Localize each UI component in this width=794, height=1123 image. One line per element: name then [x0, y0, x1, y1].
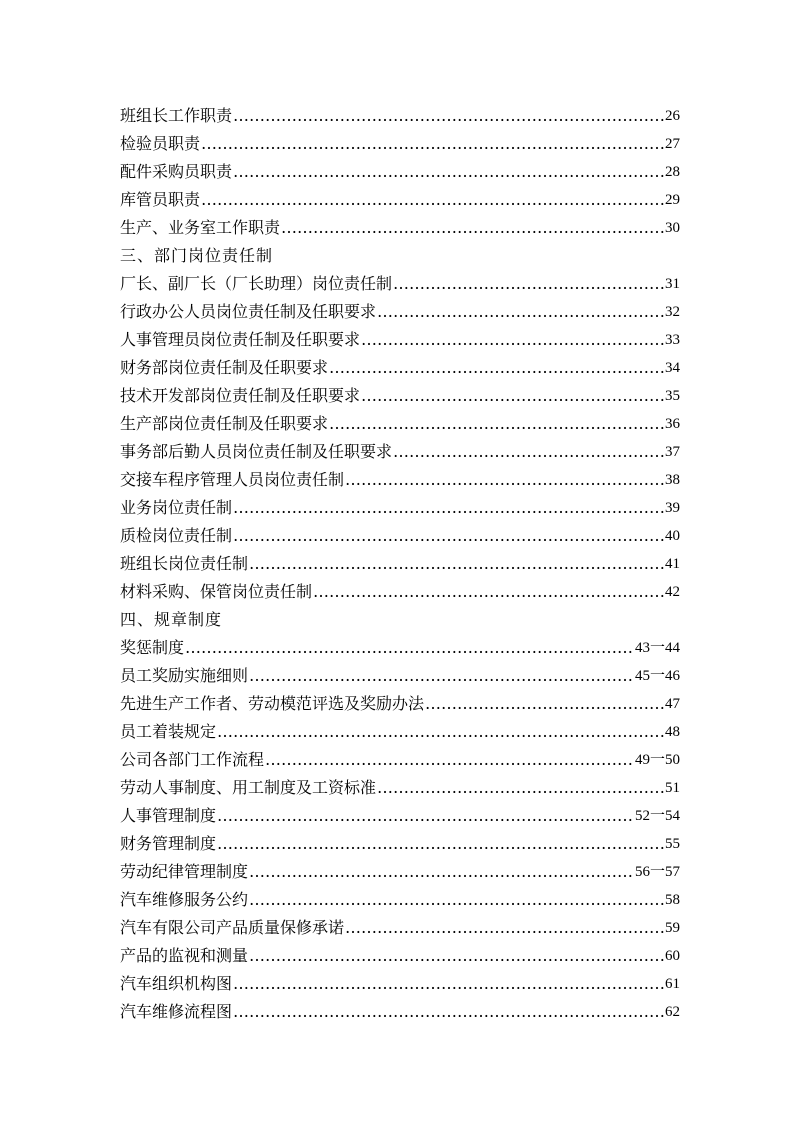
toc-entry[interactable] [120, 686, 680, 714]
toc-title: 班组长工作职责 [120, 106, 233, 125]
toc-page-number: 28 [665, 164, 680, 180]
toc-page-number: 27 [665, 136, 680, 152]
toc-leader-dots [233, 526, 664, 546]
toc-page-number: 42 [665, 584, 680, 600]
toc-leader-dots [217, 834, 664, 854]
toc-section-heading [120, 602, 680, 630]
toc-entry[interactable] [120, 322, 680, 350]
toc-page-number: 31 [665, 276, 680, 292]
toc-entry[interactable] [120, 434, 680, 462]
toc-page-number: 39 [665, 500, 680, 516]
toc-title: 劳动纪律管理制度 [120, 862, 249, 881]
toc-leader-dots [377, 778, 664, 798]
toc-leader-dots [233, 106, 664, 126]
toc-leader-dots [233, 974, 664, 994]
toc-entry[interactable] [120, 826, 680, 854]
toc-page-number: 30 [665, 220, 680, 236]
toc-title: 员工奖励实施细则 [120, 666, 249, 685]
toc-page-number: 49一50 [634, 752, 680, 768]
toc-leader-dots [217, 806, 634, 826]
toc-leader-dots [329, 358, 664, 378]
toc-page-number: 48 [665, 724, 680, 740]
toc-title: 业务岗位责任制 [120, 498, 233, 517]
toc-leader-dots [185, 638, 634, 658]
toc-title: 劳动人事制度、用工制度及工资标准 [120, 778, 377, 797]
toc-leader-dots [249, 554, 664, 574]
toc-title: 配件采购员职责 [120, 162, 233, 181]
toc-title: 生产部岗位责任制及任职要求 [120, 414, 329, 433]
toc-entry[interactable] [120, 714, 680, 742]
toc-leader-dots [345, 918, 664, 938]
toc-leader-dots [329, 414, 664, 434]
toc-entry[interactable] [120, 966, 680, 994]
toc-title: 技术开发部岗位责任制及任职要求 [120, 386, 361, 405]
toc-page-number: 52一54 [634, 808, 680, 824]
toc-title: 公司各部门工作流程 [120, 750, 265, 769]
toc-title: 财务部岗位责任制及任职要求 [120, 358, 329, 377]
toc-page-number: 33 [665, 332, 680, 348]
toc-leader-dots [345, 470, 664, 490]
toc-entry[interactable] [120, 910, 680, 938]
toc-leader-dots [377, 302, 664, 322]
toc-title: 班组长岗位责任制 [120, 554, 249, 573]
toc-page-number: 41 [665, 556, 680, 572]
toc-title: 汽车组织机构图 [120, 974, 233, 993]
toc-entry[interactable] [120, 210, 680, 238]
toc-title: 先进生产工作者、劳动模范评选及奖励办法 [120, 694, 425, 713]
toc-leader-dots [249, 946, 664, 966]
toc-entry[interactable] [120, 126, 680, 154]
toc-leader-dots [265, 750, 634, 770]
toc-page-number: 34 [665, 360, 680, 376]
toc-entry[interactable] [120, 462, 680, 490]
toc-entry[interactable] [120, 994, 680, 1022]
toc-leader-dots [249, 666, 634, 686]
toc-page-number: 51 [665, 780, 680, 796]
toc-entry[interactable] [120, 742, 680, 770]
toc-title: 质检岗位责任制 [120, 526, 233, 545]
toc-entry[interactable] [120, 882, 680, 910]
toc-page-number: 43一44 [634, 640, 680, 656]
toc-page-number: 60 [665, 948, 680, 964]
toc-page-number: 61 [665, 976, 680, 992]
toc-section-heading [120, 238, 680, 266]
toc-entry[interactable] [120, 182, 680, 210]
toc-leader-dots [217, 722, 664, 742]
toc-leader-dots [233, 162, 664, 182]
toc-title: 交接车程序管理人员岗位责任制 [120, 470, 345, 489]
toc-leader-dots [249, 862, 634, 882]
toc-entry[interactable] [120, 350, 680, 378]
toc-leader-dots [313, 582, 664, 602]
toc-entry[interactable] [120, 574, 680, 602]
toc-title: 奖惩制度 [120, 638, 185, 657]
toc-title: 四、规章制度 [120, 610, 223, 629]
toc-title: 检验员职责 [120, 134, 201, 153]
toc-entry[interactable] [120, 938, 680, 966]
toc-title: 事务部后勤人员岗位责任制及任职要求 [120, 442, 393, 461]
toc-entry[interactable] [120, 378, 680, 406]
toc-page-number: 62 [665, 1004, 680, 1020]
toc-title: 财务管理制度 [120, 834, 217, 853]
toc-entry[interactable] [120, 294, 680, 322]
toc-title: 汽车维修流程图 [120, 1002, 233, 1021]
toc-leader-dots [249, 890, 664, 910]
toc-entry[interactable] [120, 406, 680, 434]
toc-entry[interactable] [120, 798, 680, 826]
toc-title: 产品的监视和测量 [120, 946, 249, 965]
toc-title: 行政办公人员岗位责任制及任职要求 [120, 302, 377, 321]
toc-title: 人事管理制度 [120, 806, 217, 825]
toc-page-number: 45一46 [634, 668, 680, 684]
toc-leader-dots [233, 1002, 664, 1022]
toc-page-number: 40 [665, 528, 680, 544]
toc-page-number: 55 [665, 836, 680, 852]
toc-page-number: 37 [665, 444, 680, 460]
toc-leader-dots [393, 274, 664, 294]
toc-leader-dots [201, 134, 664, 154]
toc-page-number: 38 [665, 472, 680, 488]
toc-entry[interactable] [120, 658, 680, 686]
toc-leader-dots [425, 694, 664, 714]
toc-entry[interactable] [120, 770, 680, 798]
toc-page-number: 58 [665, 892, 680, 908]
toc-page-number: 56一57 [634, 864, 680, 880]
toc-page-number: 59 [665, 920, 680, 936]
table-of-contents [120, 98, 680, 1022]
toc-leader-dots [393, 442, 664, 462]
toc-page-number: 47 [665, 696, 680, 712]
toc-page-number: 32 [665, 304, 680, 320]
toc-page-number: 26 [665, 108, 680, 124]
toc-page-number: 36 [665, 416, 680, 432]
toc-leader-dots [361, 386, 664, 406]
toc-entry[interactable] [120, 630, 680, 658]
toc-entry[interactable] [120, 98, 680, 126]
toc-title: 汽车维修服务公约 [120, 890, 249, 909]
toc-title: 库管员职责 [120, 190, 201, 209]
toc-entry[interactable] [120, 518, 680, 546]
toc-entry[interactable] [120, 854, 680, 882]
toc-leader-dots [361, 330, 664, 350]
toc-page-number: 35 [665, 388, 680, 404]
toc-title: 三、部门岗位责任制 [120, 246, 274, 265]
toc-title: 生产、业务室工作职责 [120, 218, 281, 237]
toc-entry[interactable] [120, 546, 680, 574]
toc-title: 员工着装规定 [120, 722, 217, 741]
toc-entry[interactable] [120, 490, 680, 518]
toc-title: 人事管理员岗位责任制及任职要求 [120, 330, 361, 349]
toc-title: 汽车有限公司产品质量保修承诺 [120, 918, 345, 937]
toc-leader-dots [281, 218, 664, 238]
toc-entry[interactable] [120, 266, 680, 294]
toc-entry[interactable] [120, 154, 680, 182]
toc-leader-dots [233, 498, 664, 518]
toc-title: 厂长、副厂长（厂长助理）岗位责任制 [120, 274, 393, 293]
toc-leader-dots [201, 190, 664, 210]
toc-title: 材料采购、保管岗位责任制 [120, 582, 313, 601]
toc-page-number: 29 [665, 192, 680, 208]
